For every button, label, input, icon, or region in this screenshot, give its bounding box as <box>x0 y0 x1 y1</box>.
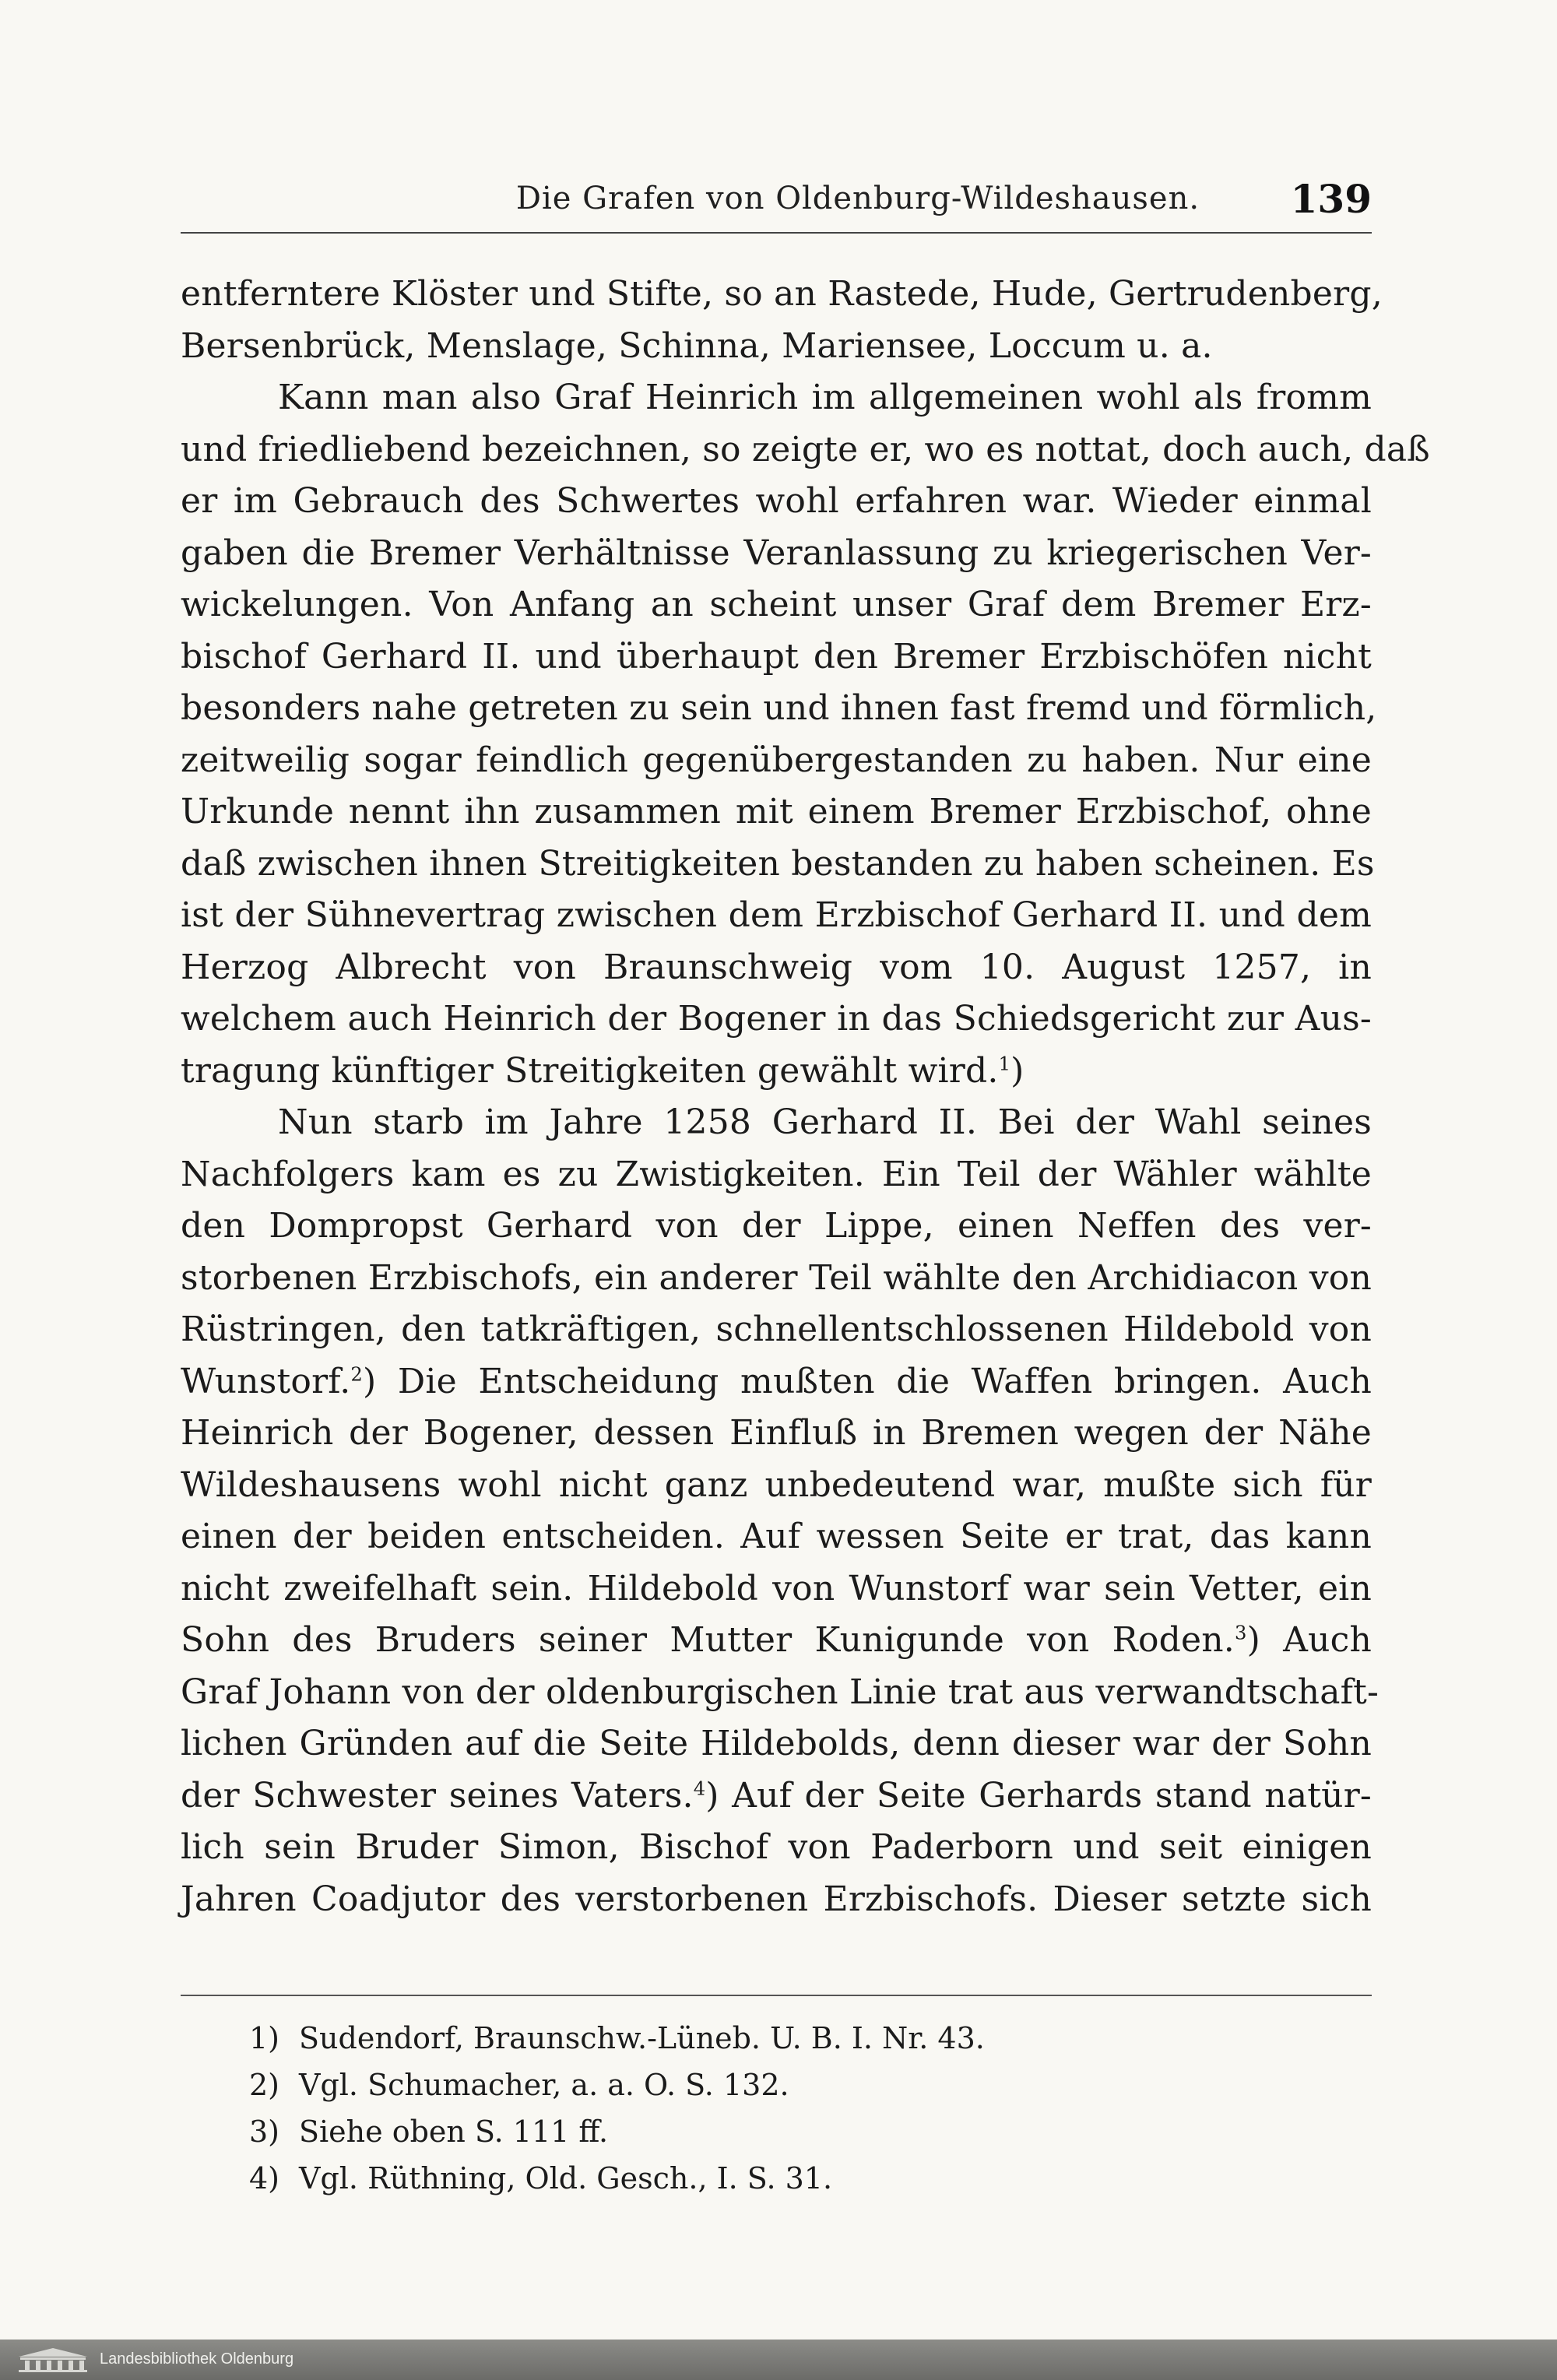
footnote-text: Sudendorf, Braunschw.-Lüneb. U. B. I. Nr. 43. <box>299 2021 985 2055</box>
text-line: Kann man also Graf Heinrich im allgemeinen wohl als fromm <box>278 378 1372 417</box>
footnote <box>249 2015 1339 2062</box>
text-line <box>181 1046 1372 1098</box>
footnote-ref[interactable]: 4 <box>693 1777 706 1799</box>
footnote-ref[interactable]: 2 <box>350 1362 363 1385</box>
text-line: den Dompropst Gerhard von der Lippe, einen Neffen des ver- <box>181 1206 1372 1246</box>
text-line: lichen Gründen auf die Seite Hildebolds, denn dieser war der Sohn <box>181 1724 1372 1763</box>
text-line <box>181 1770 1372 1823</box>
text-line: wickelungen. Von Anfang an scheint unser Graf dem Bremer Erz- <box>181 585 1372 624</box>
text-line: lich sein Bruder Simon, Bischof von Paderborn und seit einigen <box>181 1827 1372 1867</box>
footnote <box>249 2155 1339 2202</box>
text-line: Nun starb im Jahre 1258 Gerhard II. Bei der Wahl seines <box>278 1102 1372 1142</box>
text-line: ist der Sühnevertrag zwischen dem Erzbischof Gerhard II. und dem <box>181 895 1372 935</box>
footnote-rule <box>181 1995 1372 1996</box>
footnote-mark: 1) <box>249 2021 280 2055</box>
footnote-ref[interactable]: 3 <box>1234 1622 1247 1644</box>
running-head: Die Grafen von Oldenburg-Wildeshausen. <box>515 181 1200 216</box>
footnote-text: Vgl. Schumacher, a. a. O. S. 132. <box>299 2068 789 2102</box>
text-line: Heinrich der Bogener, dessen Einfluß in Bremen wegen der Nähe <box>181 1413 1372 1453</box>
text-line: welchem auch Heinrich der Bogener in das Schiedsgericht zur Aus- <box>181 999 1372 1039</box>
body-text <box>181 269 1430 1925</box>
page-header <box>181 176 1372 235</box>
page-number: 139 <box>1290 176 1372 222</box>
text-line: einen der beiden entscheiden. Auf wessen Seite er trat, das kann <box>181 1517 1372 1556</box>
text-line <box>181 1615 1372 1667</box>
footnote-mark: 4) <box>249 2161 280 2195</box>
text-line: Wildeshausens wohl nicht ganz unbedeutend war, mußte sich für <box>181 1464 1372 1505</box>
text-line: Graf Johann von der oldenburgischen Linie trat aus verwandtschaft- <box>181 1672 1380 1712</box>
text-line: nicht zweifelhaft sein. Hildebold von Wunstorf war sein Vetter, ein <box>181 1568 1372 1608</box>
footnote <box>249 2062 1339 2108</box>
line-text: der Schwester seines Vaters. <box>181 1775 694 1816</box>
text-line: Herzog Albrecht von Braunschweig vom 10. August 1257, in <box>181 947 1372 987</box>
text-line <box>181 1356 1372 1408</box>
line-text: ) Auf der Seite Gerhards stand natür- <box>705 1775 1372 1816</box>
ref-close: ) <box>1010 1050 1025 1091</box>
footnote <box>249 2108 1339 2155</box>
footnotes <box>249 2015 1339 2202</box>
text-line: Urkunde nennt ihn zusammen mit einem Bremer Erzbischof, ohne <box>181 792 1372 831</box>
footnote-mark: 2) <box>249 2068 280 2102</box>
text-line: Jahren Coadjutor des verstorbenen Erzbischofs. Dieser setzte sich <box>181 1879 1372 1919</box>
text-line: bischof Gerhard II. und überhaupt den Bremer Erzbischöfen nicht <box>181 636 1372 677</box>
text-line: Rüstringen, den tatkräftigen, schnellentschlossenen Hildebold von <box>181 1310 1372 1349</box>
header-rule <box>181 232 1372 234</box>
footnote-text: Vgl. Rüthning, Old. Gesch., I. S. 31. <box>299 2161 833 2195</box>
line-text: Wunstorf. <box>181 1361 351 1401</box>
text-line: entferntere Klöster und Stifte, so an Rastede, Hude, Gertrudenberg, <box>181 274 1383 314</box>
footnote-mark: 3) <box>249 2115 280 2149</box>
line-text: ) Die Entscheidung mußten die Waffen bringen. Auch <box>363 1361 1372 1401</box>
footnote-text: Siehe oben S. 111 ff. <box>299 2115 609 2149</box>
text-line: Nachfolgers kam es zu Zwistigkeiten. Ein Teil der Wähler wählte <box>181 1154 1372 1194</box>
line-text: Sohn des Bruders seiner Mutter Kunigunde von Roden. <box>181 1620 1235 1660</box>
library-footer-bar <box>0 2340 1557 2380</box>
text-line: besonders nahe getreten zu sein und ihnen fast fremd und förmlich, <box>181 688 1377 728</box>
text-line: storbenen Erzbischofs, ein anderer Teil wählte den Archidiacon von <box>181 1257 1372 1298</box>
text-line: gaben die Bremer Verhältnisse Veranlassung zu kriegerischen Ver- <box>181 533 1372 573</box>
footnote-ref[interactable]: 1 <box>998 1052 1011 1074</box>
text-line: zeitweilig sogar feindlich gegenübergestanden zu haben. Nur eine <box>181 740 1372 780</box>
line-text: ) Auch <box>1246 1620 1372 1660</box>
line-text: tragung künftiger Streitigkeiten gewählt wird. <box>181 1050 999 1091</box>
library-name: Landesbibliothek Oldenburg <box>100 2350 294 2368</box>
text-line: und friedliebend bezeichnen, so zeigte er, wo es nottat, doch auch, daß <box>181 429 1430 469</box>
library-building-icon <box>14 2346 92 2374</box>
text-line: daß zwischen ihnen Streitigkeiten bestanden zu haben scheinen. Es <box>181 843 1375 884</box>
text-line: Bersenbrück, Menslage, Schinna, Mariensee, Loccum u. a. <box>181 325 1213 366</box>
text-line: er im Gebrauch des Schwertes wohl erfahren war. Wieder einmal <box>181 481 1372 521</box>
